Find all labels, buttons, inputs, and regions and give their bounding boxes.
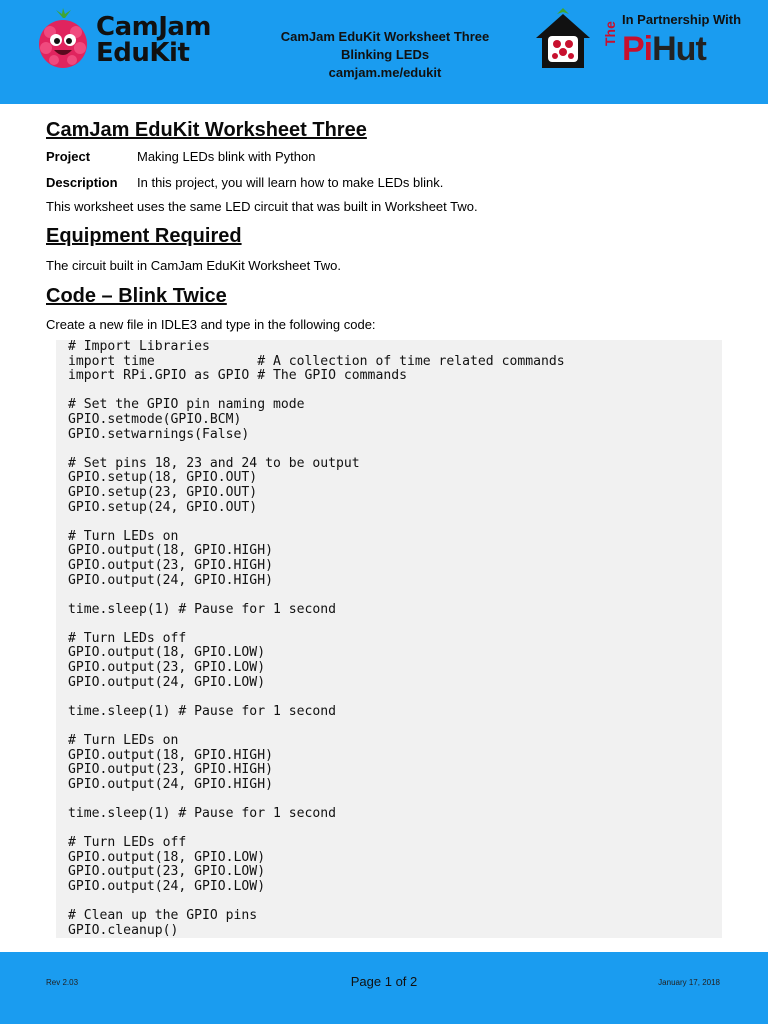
header-subtitle: Blinking LEDs bbox=[340, 47, 430, 62]
equipment-heading: Equipment Required bbox=[46, 225, 242, 247]
intro-paragraph: This worksheet uses the same LED circuit that was built in Worksheet Two. bbox=[46, 199, 478, 214]
pihut-logo bbox=[530, 6, 745, 78]
page-number: Page 1 of 2 bbox=[350, 974, 418, 989]
header-url: camjam.me/edukit bbox=[328, 65, 442, 80]
project-value: Making LEDs blink with Python bbox=[137, 149, 316, 164]
pi-text: Pi bbox=[622, 30, 653, 68]
document-title: CamJam EduKit Worksheet Three bbox=[46, 119, 367, 141]
raspberry-mascot-icon bbox=[32, 8, 94, 72]
code-intro: Create a new file in IDLE3 and type in the following code: bbox=[46, 317, 376, 332]
description-value: In this project, you will learn how to make LEDs blink. bbox=[137, 175, 444, 190]
code-block bbox=[56, 340, 722, 938]
pihut-wordmark bbox=[622, 30, 706, 69]
header-title: CamJam EduKit Worksheet Three bbox=[280, 29, 490, 44]
project-label: Project bbox=[46, 149, 91, 164]
header-title-block bbox=[235, 28, 535, 82]
code-heading: Code – Blink Twice bbox=[46, 285, 227, 307]
hut-text: Hut bbox=[652, 30, 706, 68]
camjam-brand bbox=[96, 14, 211, 66]
footer-date: January 17, 2018 bbox=[658, 978, 720, 987]
brand-line-2: EduKit bbox=[96, 38, 190, 68]
revision-label: Rev 2.03 bbox=[46, 978, 79, 987]
equipment-text: The circuit built in CamJam EduKit Worksheet Two. bbox=[46, 258, 342, 273]
the-text: The bbox=[602, 21, 618, 46]
footer-banner bbox=[0, 952, 768, 1024]
partner-text: In Partnership With bbox=[622, 12, 742, 27]
description-label: Description bbox=[46, 175, 118, 190]
header-banner bbox=[0, 0, 768, 104]
brand-line-1: CamJam bbox=[96, 12, 212, 42]
code-listing: # Import Libraries import time # A collection of time related commands import RPi.GPIO as GPIO # The GPIO commands # Set the GPIO pin naming mode GPIO.setmode(GPIO.BCM) GPIO.setwarnings(False) # Set pins 18, 23 and 24 to be output GPIO.setup(18, GPIO.OUT) GPIO.setup(23, GPIO.OUT) GPIO.setup(24, GPIO.OUT) # Turn LEDs on GPIO.output(18, GPIO.HIGH) GPIO.output(23, GPIO.HIGH) GPIO.output(24, GPIO.HIGH) time.sleep(1) # Pause for 1 second # Turn LEDs off GPIO.output(18, GPIO.LOW) GPIO.output(23, GPIO.LOW) GPIO.output(24, GPIO.LOW) time.sleep(1) # Pause for 1 second # Turn LEDs on GPIO.output(18, GPIO.HIGH) GPIO.output(23, GPIO.HIGH) GPIO.output(24, GPIO.HIGH) time.sleep(1) # Pause for 1 second # Turn LEDs off GPIO.output(18, GPIO.LOW) GPIO.output(23, GPIO.LOW) GPIO.output(24, GPIO.LOW) # Clean up the GPIO pins GPIO.cleanup() bbox=[68, 339, 565, 938]
camjam-logo bbox=[32, 8, 212, 74]
pihut-house-icon bbox=[530, 8, 596, 72]
